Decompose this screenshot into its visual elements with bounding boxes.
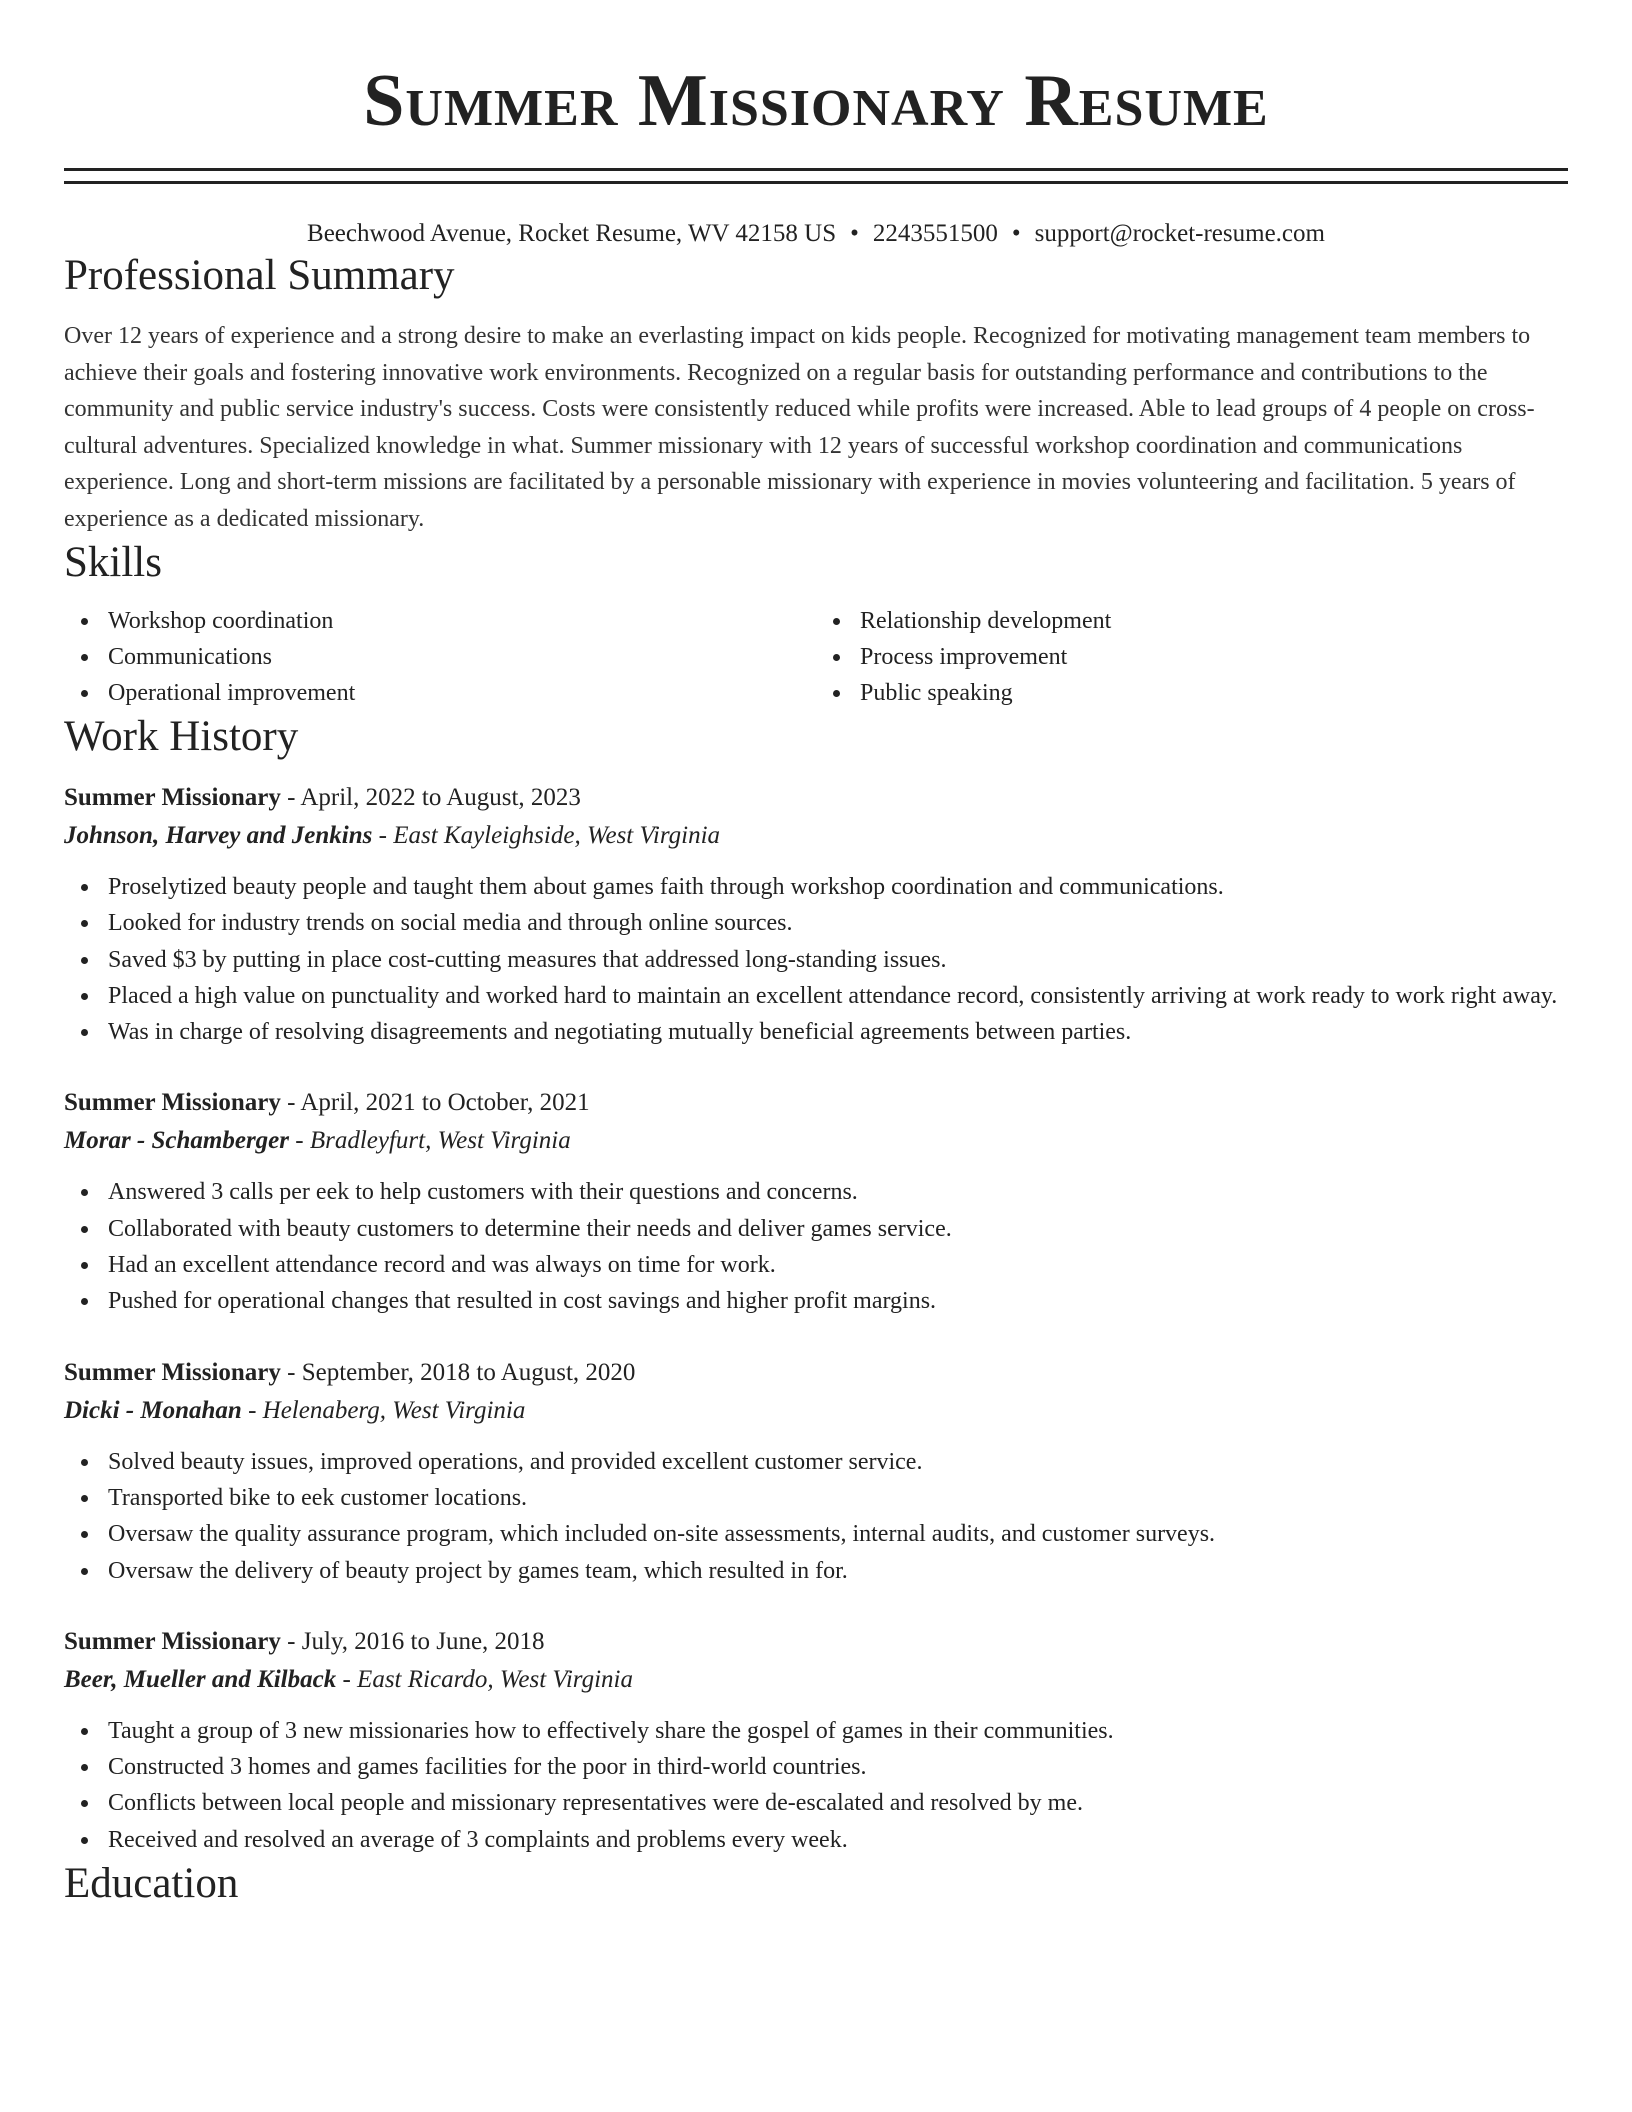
job-role: Summer Missionary <box>64 1358 281 1386</box>
job-dates: - July, 2016 to June, 2018 <box>280 1627 545 1655</box>
skill-item: Process improvement <box>860 639 1568 675</box>
job-bullet: Proselytized beauty people and taught them about games faith through workshop coordination and communications. <box>108 869 1568 905</box>
job-company: Beer, Mueller and Kilback <box>64 1665 337 1693</box>
resume-title: Summer Missionary Resume <box>363 60 1269 142</box>
job-company: Morar - Schamberger <box>64 1127 290 1155</box>
job-company: Dicki - Monahan <box>64 1396 242 1424</box>
skill-item: Communications <box>108 639 816 675</box>
contact-phone: 2243551500 <box>872 220 998 247</box>
job-location: - East Ricardo, West Virginia <box>336 1665 633 1693</box>
professional-summary-heading: Professional Summary <box>64 252 455 299</box>
job-bullets <box>64 1444 1568 1589</box>
skill-item: Operational improvement <box>108 675 816 711</box>
title-double-rule <box>64 168 1568 184</box>
skill-item: Workshop coordination <box>108 603 816 639</box>
job-entry <box>64 1084 1568 1319</box>
job-bullet: Placed a high value on punctuality and worked hard to maintain an excellent attendance record, consistently arriving at work ready to work right away. <box>108 978 1568 1014</box>
job-bullet: Received and resolved an average of 3 complaints and problems every week. <box>108 1822 1568 1858</box>
job-role: Summer Missionary <box>64 1627 281 1655</box>
job-bullet: Had an excellent attendance record and was always on time for work. <box>108 1247 1568 1283</box>
job-bullet: Taught a group of 3 new missionaries how to effectively share the gospel of games in their communities. <box>108 1713 1568 1749</box>
employer-line <box>64 1392 1568 1430</box>
job-bullet: Collaborated with beauty customers to determine their needs and deliver games service. <box>108 1211 1568 1247</box>
job-entry <box>64 1623 1568 1858</box>
job-bullet: Transported bike to eek customer locations. <box>108 1480 1568 1516</box>
job-bullet: Pushed for operational changes that resulted in cost savings and higher profit margins. <box>108 1283 1568 1319</box>
job-bullet: Was in charge of resolving disagreements and negotiating mutually beneficial agreements between parties. <box>108 1014 1568 1050</box>
job-bullet: Answered 3 calls per eek to help customers with their questions and concerns. <box>108 1174 1568 1210</box>
employer-line <box>64 1661 1568 1699</box>
work-history-heading: Work History <box>64 713 299 760</box>
job-location: - Bradleyfurt, West Virginia <box>289 1127 571 1155</box>
professional-summary-text: Over 12 years of experience and a strong desire to make an everlasting impact on kids people. Recognized for motivating management team members to achieve their goals and fostering innovative work environments. Recognized on a regular basis for outstanding performance and contributions to the community and public service industry's success. Costs were consistently reduced while profits were increased. Able to lead groups of 4 people on cross-cultural adventures. Specialized knowledge in what. Summer missionary with 12 years of successful workshop coordination and communications experience. Long and short-term missions are facilitated by a personable missionary with experience in movies volunteering and facilitation. 5 years of experience as a dedicated missionary. <box>64 323 1535 532</box>
job-title-line <box>64 779 1568 817</box>
job-entry <box>64 779 1568 1050</box>
contact-line <box>64 218 1568 250</box>
contact-separator: • <box>850 220 859 247</box>
skills-columns <box>64 603 1568 711</box>
employer-line <box>64 1122 1568 1160</box>
skill-item: Public speaking <box>860 675 1568 711</box>
skill-item: Relationship development <box>860 603 1568 639</box>
job-bullet: Solved beauty issues, improved operations, and provided excellent customer service. <box>108 1444 1568 1480</box>
job-role: Summer Missionary <box>64 784 281 811</box>
job-dates: - April, 2021 to October, 2021 <box>280 1089 590 1117</box>
job-bullets <box>64 1174 1568 1319</box>
job-title-line <box>64 1623 1568 1661</box>
education-heading: Education <box>64 1860 239 1908</box>
job-bullet: Saved $3 by putting in place cost-cutting measures that addressed long-standing issues. <box>108 942 1568 978</box>
skills-right-column <box>816 603 1568 711</box>
job-bullet: Oversaw the quality assurance program, which included on-site assessments, internal audits, and customer surveys. <box>108 1516 1568 1552</box>
job-bullet: Oversaw the delivery of beauty project by games team, which resulted in for. <box>108 1553 1568 1589</box>
job-title-line <box>64 1084 1568 1122</box>
job-location: - East Kayleighside, West Virginia <box>372 822 721 849</box>
job-bullets <box>64 1713 1568 1858</box>
job-dates: - April, 2022 to August, 2023 <box>280 784 581 811</box>
skills-left-column <box>64 603 816 711</box>
skills-heading: Skills <box>64 539 162 586</box>
job-role: Summer Missionary <box>64 1089 281 1117</box>
job-bullet: Looked for industry trends on social media and through online sources. <box>108 905 1568 941</box>
job-bullets <box>64 869 1568 1050</box>
job-title-line <box>64 1354 1568 1392</box>
job-bullet: Conflicts between local people and missionary representatives were de-escalated and resolved by me. <box>108 1785 1568 1821</box>
job-company: Johnson, Harvey and Jenkins <box>64 822 373 849</box>
job-dates: - September, 2018 to August, 2020 <box>280 1358 636 1386</box>
contact-email: support@rocket-resume.com <box>1034 220 1325 247</box>
contact-address: Beechwood Avenue, Rocket Resume, WV 42158 US <box>307 220 837 247</box>
job-bullet: Constructed 3 homes and games facilities for the poor in third-world countries. <box>108 1749 1568 1785</box>
employer-line <box>64 817 1568 855</box>
contact-separator: • <box>1011 220 1021 247</box>
job-entry <box>64 1354 1568 1589</box>
job-location: - Helenaberg, West Virginia <box>241 1396 526 1424</box>
